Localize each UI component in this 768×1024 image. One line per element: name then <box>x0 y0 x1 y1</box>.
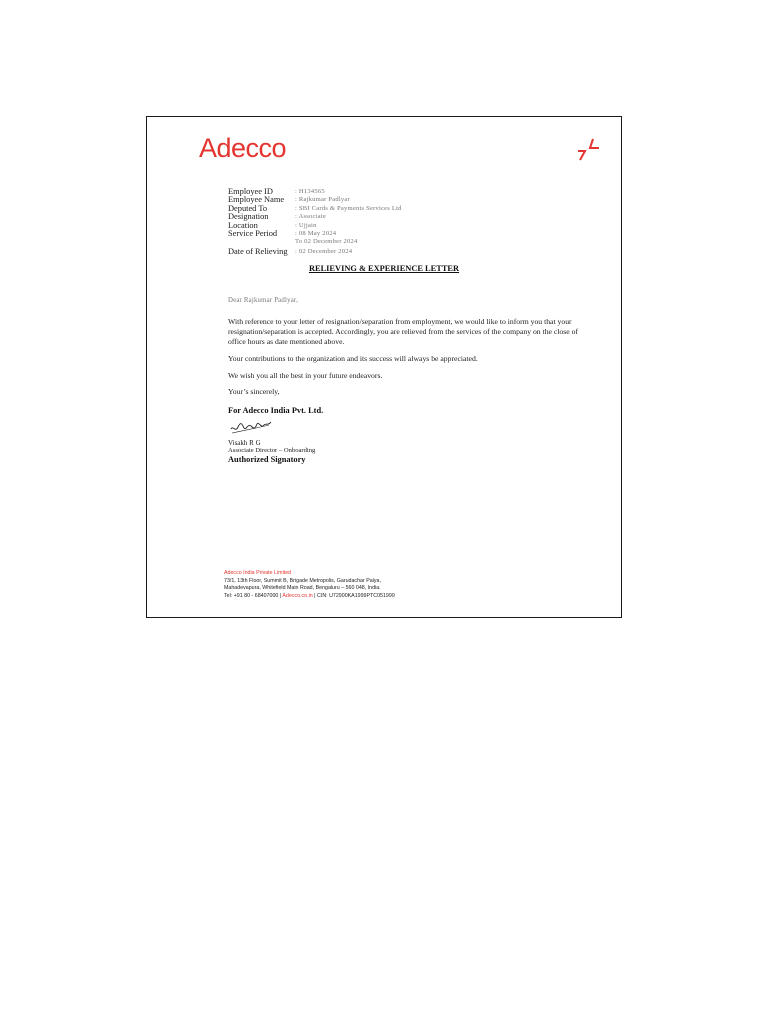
deputed-row <box>228 205 528 213</box>
designation-label: Designation <box>228 212 269 222</box>
footer-address-2: Mahadevapura, Whitefield Main Road, Bengaluru – 560 048, India. <box>224 585 381 591</box>
adecco-mark-icon <box>575 137 605 161</box>
company-signature-line: For Adecco India Pvt. Ltd. <box>228 406 324 415</box>
employee-details <box>228 188 528 256</box>
letter-footer <box>224 570 395 600</box>
employee-name-row <box>228 196 528 204</box>
employee-name-label: Employee Name <box>228 195 285 205</box>
salutation: Dear Rajkumar Padlyar, <box>228 297 298 304</box>
footer-company-name: Adecco India Private Limited <box>224 570 292 576</box>
letter-body <box>228 317 588 388</box>
relieving-row <box>228 248 528 256</box>
employee-name-value: : Rajkumar Padlyar <box>295 196 350 204</box>
adecco-logo: Adecco <box>199 133 287 163</box>
relieving-label: Date of Relieving <box>228 247 288 257</box>
footer-tel: Tel: +91 80 - 68407000 | <box>224 592 283 599</box>
service-period-row <box>228 230 528 248</box>
service-period-end: To 02 December 2024 <box>295 238 358 246</box>
footer-address-1: 73/1, 13th Floor, Summit B, Brigade Metropolis, Garudachar Palya, <box>224 577 381 584</box>
footer-cin: | CIN: U72900KA1999PTC051999 <box>312 592 395 599</box>
location-value: : Ujjain <box>295 221 317 229</box>
employee-id-value: : H134565 <box>295 188 325 195</box>
service-period-label: Service Period <box>228 229 278 239</box>
designation-row <box>228 213 528 221</box>
paragraph-3: We wish you all the best in your future endeavors. <box>228 371 383 380</box>
relieving-value: : 02 December 2024 <box>295 248 353 256</box>
signatory-role: Authorized Signatory <box>228 455 306 464</box>
signatory-name: Visakh R G <box>228 439 261 447</box>
employee-id-label: Employee ID <box>228 187 273 196</box>
deputed-value: : SBI Cards & Payments Services Ltd <box>295 204 402 212</box>
paragraph-2: Your contributions to the organization and its success will always be appreciated. <box>228 354 478 363</box>
designation-value: : Associate <box>295 213 326 221</box>
handwritten-signature <box>229 415 275 437</box>
letter-page <box>146 116 622 618</box>
paragraph-1: With reference to your letter of resignation/separation from employment, we would like to inform you that your resignation/separation is accepted. Accordingly, you are relieved from the services of the company on the close of office hours as date mentioned above. <box>228 317 579 346</box>
deputed-label: Deputed To <box>228 203 268 213</box>
closing: Your’s sincerely, <box>228 387 280 396</box>
footer-website-link[interactable]: Adecco.co.in <box>282 592 313 599</box>
location-label: Location <box>228 220 258 230</box>
letter-title: RELIEVING & EXPERIENCE LETTER <box>308 264 460 273</box>
signatory-title: Associate Director – Onboarding <box>228 447 316 454</box>
service-period-value <box>295 230 357 248</box>
service-period-start: : 08 May 2024 <box>295 230 337 238</box>
footer-contact <box>224 593 395 601</box>
